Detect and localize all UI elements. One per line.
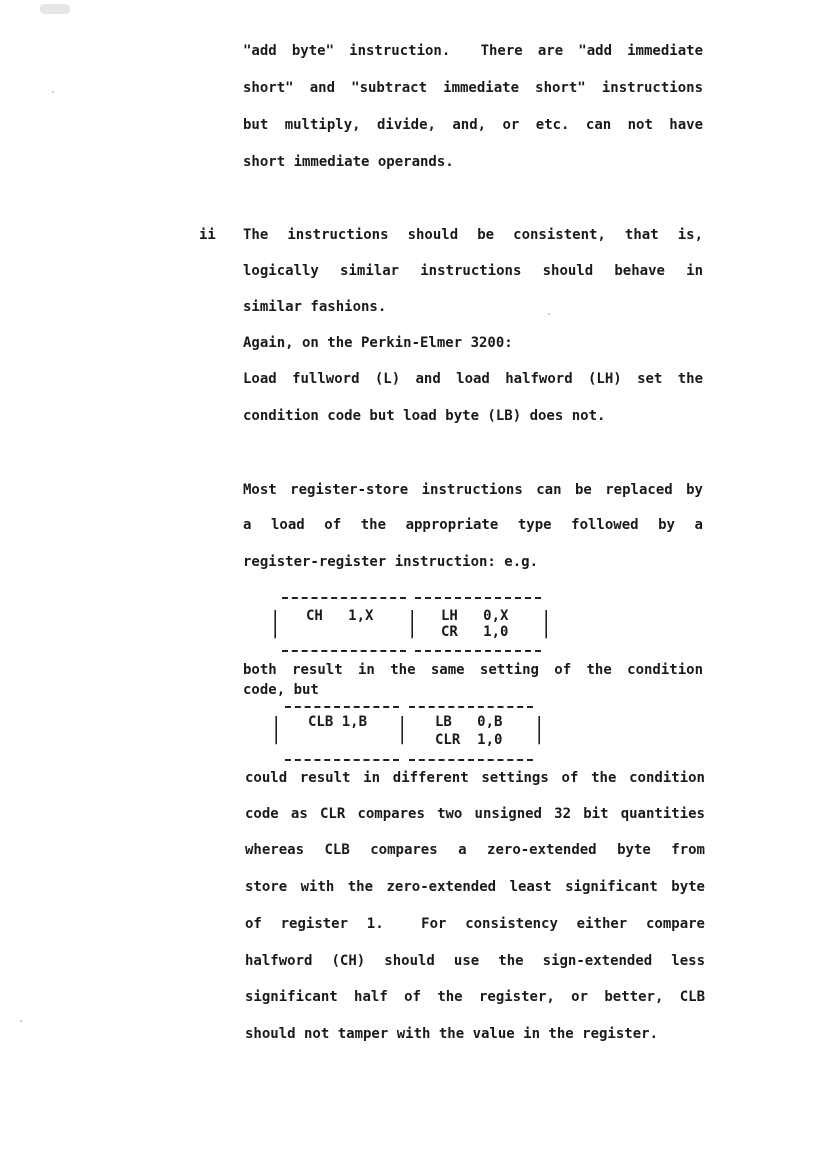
- table-2-bottom-rule-left: [285, 759, 399, 761]
- paragraph-3-line-5: of register 1. For consistency either compare: [245, 916, 705, 932]
- table-2-right-cell-1: LB 0,B: [435, 714, 503, 730]
- scan-speck: [20, 1020, 22, 1022]
- paragraph-3-line-2: code as CLR compares two unsigned 32 bit quantities: [245, 806, 705, 822]
- item-ii-line-2: logically similar instructions should behave in: [243, 263, 703, 279]
- table-1-bottom-rule-left: [282, 650, 406, 652]
- paragraph-1-line-1: "add byte" instruction. There are "add immediate: [243, 43, 703, 59]
- paragraph-3-line-8: should not tamper with the value in the register.: [245, 1026, 659, 1042]
- table-1-top-rule-right: [415, 597, 541, 599]
- between-line-1: both result in the same setting of the condition: [243, 662, 703, 678]
- scan-speck: [548, 313, 550, 315]
- paragraph-3-line-7: significant half of the register, or better, CLB: [245, 989, 705, 1005]
- scan-smudge: [40, 4, 70, 14]
- item-ii-line-3: similar fashions.: [243, 299, 387, 315]
- table-2-top-rule-right: [409, 706, 533, 708]
- between-line-2: code, but: [243, 682, 319, 698]
- table-2-bar-right: | |: [535, 715, 544, 745]
- item-ii-line-4: Again, on the Perkin-Elmer 3200:: [243, 335, 513, 351]
- paragraph-3-line-4: store with the zero-extended least significant byte: [245, 879, 705, 895]
- table-2-bar-middle: | |: [398, 715, 407, 745]
- table-1-bar-middle: | |: [408, 609, 417, 639]
- paragraph-1-line-3: but multiply, divide, and, or etc. can not have: [243, 117, 703, 133]
- paragraph-2-line-2: a load of the appropriate type followed by a: [243, 517, 703, 533]
- paragraph-2-line-1: Most register-store instructions can be replaced by: [243, 482, 703, 498]
- table-1-right-cell-2: CR 1,0: [441, 624, 509, 640]
- paragraph-3-line-6: halfword (CH) should use the sign-extended less: [245, 953, 705, 969]
- paragraph-3-line-3: whereas CLB compares a zero-extended byte from: [245, 842, 705, 858]
- table-2-bottom-rule-right: [409, 759, 533, 761]
- paragraph-1-line-2: short" and "subtract immediate short" instructions: [243, 80, 703, 96]
- list-marker-ii: ii: [199, 227, 216, 243]
- table-2-top-rule-left: [285, 706, 399, 708]
- item-ii-line-1: The instructions should be consistent, that is,: [243, 227, 703, 243]
- paragraph-1-line-4: short immediate operands.: [243, 154, 454, 170]
- item-ii-line-6: condition code but load byte (LB) does not.: [243, 408, 606, 424]
- table-2-left-cell: CLB 1,B: [308, 714, 368, 730]
- paragraph-3-line-1: could result in different settings of the condition: [245, 770, 705, 786]
- scan-speck: [52, 91, 54, 93]
- table-1-right-cell-1: LH 0,X: [441, 608, 509, 624]
- table-2-bar-left: | |: [272, 715, 281, 745]
- item-ii-line-5: Load fullword (L) and load halfword (LH) set the: [243, 371, 703, 387]
- paragraph-2-line-3: register-register instruction: e.g.: [243, 554, 539, 570]
- table-1-top-rule-left: [282, 597, 406, 599]
- table-1-left-cell: CH 1,X: [306, 608, 374, 624]
- table-1-bar-right: | |: [542, 609, 551, 639]
- table-2-right-cell-2: CLR 1,0: [435, 732, 503, 748]
- table-1-bar-left: | |: [271, 609, 280, 639]
- table-1-bottom-rule-right: [415, 650, 541, 652]
